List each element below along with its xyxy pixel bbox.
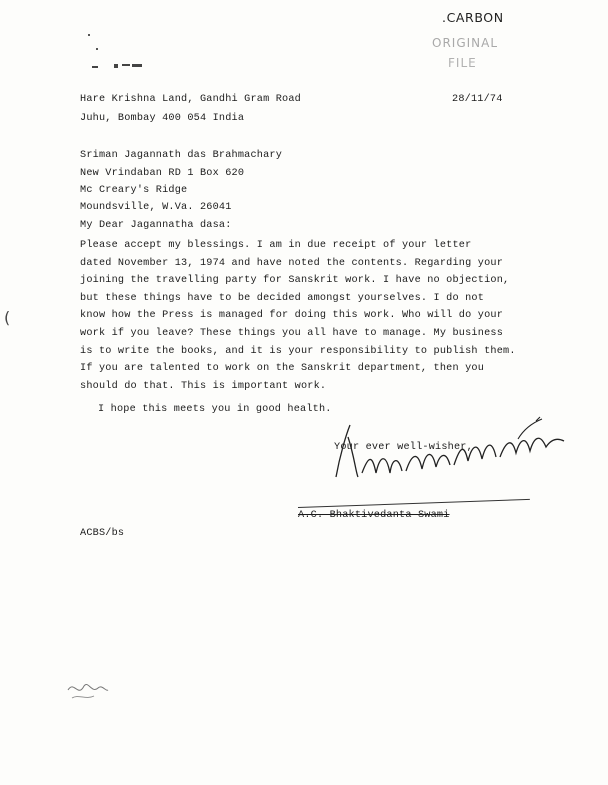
recipient-address-line1: New Vrindaban RD 1 Box 620 — [80, 168, 245, 179]
recipient-address-line2: Mc Creary's Ridge — [80, 185, 188, 196]
closing-line: I hope this meets you in good health. — [98, 404, 332, 415]
body-line: If you are talented to work on the Sanskrit department, then you — [80, 363, 485, 375]
carbon-label: .CARBON — [442, 10, 504, 25]
reference-initials: ACBS/bs — [80, 528, 125, 539]
salutation: My Dear Jagannatha dasa: — [80, 220, 232, 231]
body-line: should do that. This is important work. — [80, 380, 327, 392]
smudge-marks-icon — [88, 30, 158, 74]
sender-address-line2: Juhu, Bombay 400 054 India — [80, 113, 245, 124]
signoff: Your ever well-wisher, — [334, 442, 473, 453]
signer-name: A.C. Bhaktivedanta Swami — [298, 510, 450, 521]
recipient-address-line3: Moundsville, W.Va. 26041 — [80, 202, 232, 213]
body-line: but these things have to be decided amongst yourselves. I do not — [80, 292, 485, 304]
sender-address-line1: Hare Krishna Land, Gandhi Gram Road — [80, 94, 301, 105]
letter-body — [80, 237, 520, 395]
pencil-scribble-icon — [66, 676, 110, 702]
letter-date: 28/11/74 — [452, 94, 503, 105]
body-line: joining the travelling party for Sanskrit work. I have no objection, — [80, 275, 510, 287]
handwritten-signature — [328, 415, 578, 495]
recipient-name: Sriman Jagannath das Brahmachary — [80, 150, 283, 161]
signature-underline — [298, 499, 530, 508]
body-line: dated November 13, 1974 and have noted the contents. Regarding your — [80, 257, 504, 269]
original-stamp: ORIGINAL — [432, 36, 499, 50]
body-line: know how the Press is managed for doing this work. Who will do your — [80, 310, 504, 322]
file-stamp: FILE — [448, 56, 477, 70]
body-line: work if you leave? These things you all have to manage. My business — [80, 327, 504, 339]
margin-bracket-mark: ( — [4, 308, 11, 327]
body-line: Please accept my blessings. I am in due receipt of your letter — [80, 240, 472, 251]
body-line: is to write the books, and it is your responsibility to publish them. — [80, 345, 516, 357]
